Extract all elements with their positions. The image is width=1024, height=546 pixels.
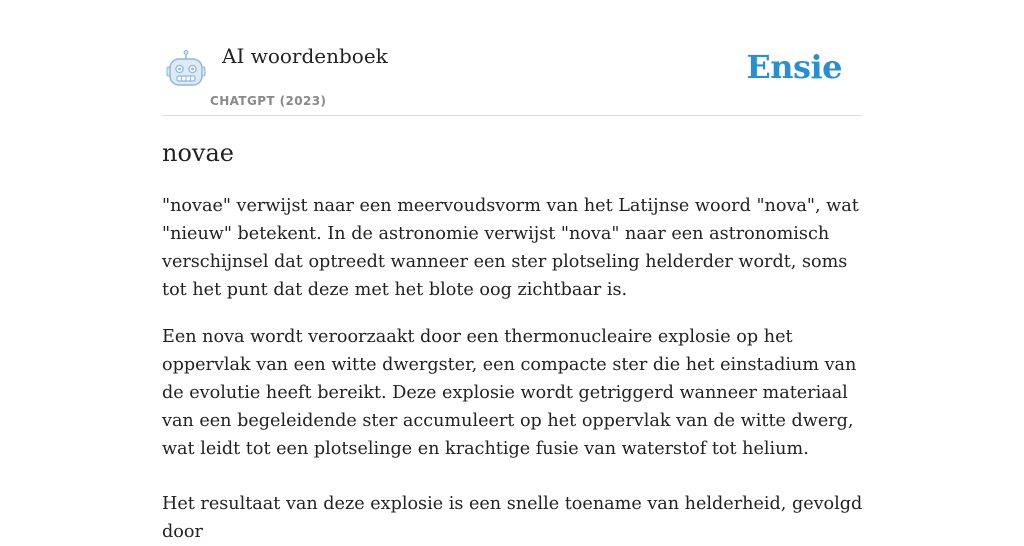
dictionary-header [162,0,862,116]
entry-headword: novae [162,139,234,167]
dictionary-title[interactable]: AI woordenboek [222,44,388,68]
entry-definition [162,192,864,546]
definition-paragraph: Het resultaat van deze explosie is een snelle toename van helderheid, gevolgd door [162,494,863,542]
dictionary-source: CHATGPT (2023) [210,94,327,108]
robot-icon [166,50,206,90]
ensie-logo[interactable]: Ensie [746,48,842,86]
definition-paragraph: "novae" verwijst naar een meervoudsvorm van het Latijnse woord "nova", wat "nieuw" betekent. In de astronomie verwijst "nova" naar een astronomisch verschijnsel dat optreedt wanneer een ster plotseling helderder wordt, soms tot het punt dat deze met het blote oog zichtbaar is. [162,196,859,300]
definition-paragraph: Een nova wordt veroorzaakt door een thermonucleaire explosie op het oppervlak van een witte dwergster, een compacte ster die het einstadium van de evolutie heeft bereikt. Deze explosie wordt getriggerd wanneer materiaal van een begeleidende ster accumuleert op het oppervlak van de witte dwerg, wat leidt tot een plotselinge en krachtige fusie van waterstof tot helium. [162,327,857,459]
